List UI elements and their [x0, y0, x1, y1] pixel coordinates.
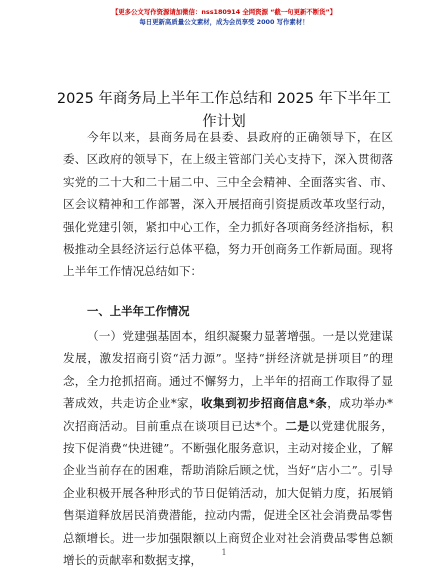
- body-text-segment: （一）党建强基固本，组织凝聚力显著增强。一是以党建谋发展，激发招商引资“活力源”。坚持“拼经济就是拼项目”的理念，全力抢抓招商。通过不懈努力，上半年的招商工作取得了显著成效，共走访企业*家，: [63, 329, 393, 411]
- bold-text-segment: 收集到初步招商信息*条: [200, 396, 328, 411]
- promo-banner-line-1: 【更多公文写作资源请加微信：nss180914 全网资源 “截一句更新不断货”】: [111, 8, 337, 16]
- document-title: 2025 年商务局上半年工作总结和 2025 年下半年工作计划: [56, 91, 392, 130]
- intro-paragraph: 今年以来，县商务局在县委、县政府的正确领导下，在区委、区政府的领导下，在上级主管部门关心支持下，深入贯彻落实党的二十大和二十届二中、三中全会精神、全面落实省、市、区会议精神和工作部署，深入开展招商引资提质改革攻坚行动，强化党建引领，紧扣中心工作，全力抓好各项商务经济指标，积极推动全县经济运行总体平稳，努力开创商务工作新局面。现将上半年工作情况总结如下：: [63, 130, 393, 279]
- body-text-segment: ，成功举办*次招商活动。目前重点在谈项目已达*个。: [63, 396, 393, 433]
- promo-banner-line-2: 每日更新高质量公文素材，成为会员享受 2000 写作素材！: [139, 18, 309, 26]
- page-number: 1: [221, 548, 227, 557]
- promo-banner: [0, 7, 448, 27]
- body-paragraph-party-building: [63, 325, 393, 571]
- body-text-segment: 以党建优服务，按下促消费“快进键”。不断强化服务意识，主动对接企业，了解企业当前存在的困难，帮助消除后顾之忧，当好“店小二”。引导企业积极开展各种形式的节日促销活动，加大促销力度，拓展销售渠道释放居民消费潜能，拉动内需，促进全区社会消费品零售总额增长。进一步加强限额以上商贸企业对社会消费品零售总额增长的贡献率和数据支撑，: [63, 418, 393, 568]
- bold-text-segment: 二是: [285, 418, 310, 433]
- section-heading-first-half: 一、上半年工作情况: [87, 304, 190, 318]
